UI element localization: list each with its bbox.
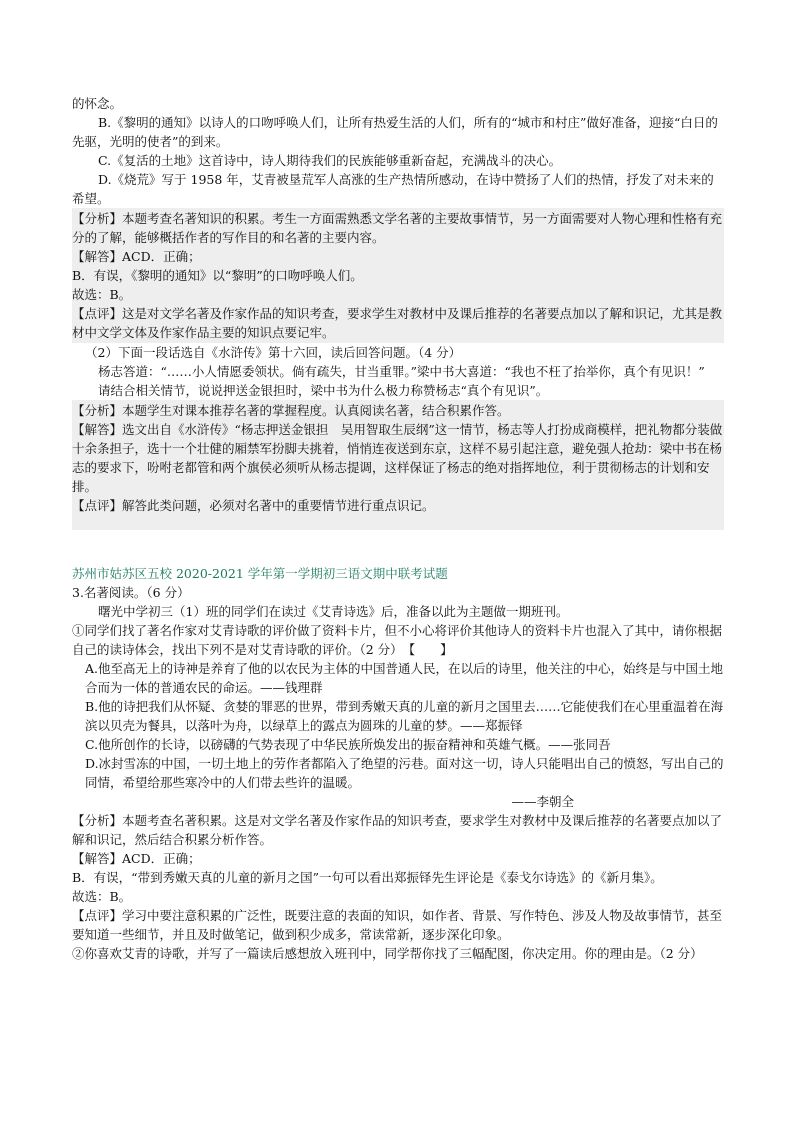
quote-passage: 杨志答道：“……小人情愿委领状。倘有疏失，甘当重罪。”梁中书大喜道：“我也不枉了抬举你，真个有见识！” [98, 364, 705, 379]
paragraph-continuation: 的怀念。 [72, 96, 123, 111]
solution-box-2 [72, 400, 724, 530]
question-intro: 曙光中学初三（1）班的同学们在读过《艾青诗选》后，准备以此为主题做一期班刊。 [98, 604, 569, 619]
analysis-text: 【分析】本题考查名著知识的积累。考生一方面需熟悉文学名著的主要故事情节，另一方面需要对人物心理和性格有充分的了解，能够概括作者的写作目的和名著的主要内容。 [72, 211, 723, 245]
answer-detail: B．有误，“带到秀嫩天真的儿童的新月之国”一句可以看出郑振铎先生评论是《泰戈尔诗选》的《新月集》。 [72, 870, 663, 885]
answer-choice: 故选：B。 [72, 287, 132, 302]
option-b: B.他的诗把我们从怀疑、贪婪的罪恶的世界，带到秀嫩天真的儿童的新月之国里去……它能使我们在心里重温着在海滨以贝壳为餐具，以落叶为舟，以绿草上的露点为圆珠的儿童的梦。——郑振铎 [85, 699, 724, 733]
spacer [72, 515, 724, 529]
analysis-text: 【分析】本题学生对课本推荐名著的掌握程度。认真阅读名著，结合积累作答。 [72, 403, 510, 418]
sub-question-1: ①同学们找了著名作家对艾青诗歌的评价做了资料卡片，但不小心将评价其他诗人的资料卡片也混入了其中，请你根据自己的读诗体会，找出下列不是对艾青诗歌的评价。（2 分） 【 】 [72, 623, 723, 657]
sub-question-2: ②你喜欢艾青的诗歌，并写了一篇读后感想放入班刊中，同学帮你找了三幅配图，你决定用。你的理由是。（2 分） [72, 946, 703, 961]
question-3: 3.名著阅读。（6 分） [72, 585, 190, 600]
document-body [72, 94, 724, 963]
answer-text: 【解答】ACD．正确； [72, 851, 201, 866]
analysis-text: 【分析】本题考查名著积累。这是对文学名著及作家作品的知识考查，要求学生对教材中及课后推荐的名著要点加以了解和识记，然后结合积累分析作答。 [72, 813, 723, 847]
option-c: C.他所创作的长诗，以磅礴的气势表现了中华民族所焕发出的振奋精神和英雄气概。——张同吾 [85, 737, 611, 752]
option-c: C.《复活的土地》这首诗中，诗人期待我们的民族能够重新奋起，充满战斗的决心。 [98, 153, 562, 168]
option-d: D.冰封雪冻的中国，一切土地上的劳作者都陷入了绝望的污巷。面对这一切，诗人只能唱出自己的愤怒，写出自己的同情，希望给那些寒冷中的人们带去些许的温暖。 [85, 756, 724, 790]
answer-detail: B．有误，《黎明的通知》以“黎明”的口吻呼唤人们。 [72, 268, 363, 283]
question-2: （2）下面一段话选自《水浒传》第十六回，读后回答问题。（4 分） [85, 345, 462, 360]
answer-choice: 故选：B。 [72, 889, 132, 904]
comment-text: 【点评】学习中要注意积累的广泛性，既要注意的表面的知识，如作者、背景、写作特色、涉及人物及故事情节，甚至要知道一些细节，并且及时做笔记，做到积少成多，常读常新，逐步深化印象。 [72, 908, 723, 942]
comment-text: 【点评】解答此类问题，必须对名著中的重要情节进行重点识记。 [72, 498, 435, 513]
exam-source-heading: 苏州市姑苏区五校 2020-2021 学年第一学期初三语文期中联考试题 [72, 566, 448, 581]
comment-text: 【点评】这是对文学名著及作家作品的知识考查，要求学生对教材中及课后推荐的名著要点加以了解和识记，尤其是教材中文学文体及作家作品主要的知识点要记牢。 [72, 306, 723, 340]
option-d: D.《烧荒》写于 1958 年，艾青被垦荒军人高涨的生产热情所感动，在诗中赞扬了人们的热情，抒发了对未来的希望。 [72, 172, 714, 206]
answer-text: 【解答】ACD．正确； [72, 249, 201, 264]
solution-box-1 [72, 208, 724, 343]
option-a: A.他至高无上的诗神是养育了他的以农民为主体的中国普通人民，在以后的诗里，他关注的中心，始终是与中国土地合而为一体的普通农民的命运。——钱理群 [85, 661, 724, 695]
option-d-author: ——李朝全 [511, 794, 574, 809]
question-prompt: 请结合相关情节，说说押送金银担时，梁中书为什么极力称赞杨志“真个有见识”。 [98, 383, 549, 398]
option-b: B.《黎明的通知》以诗人的口吻呼唤人们，让所有热爱生活的人们，所有的“城市和村庄”做好准备，迎接“白日的先驱，光明的使者”的到来。 [72, 115, 718, 149]
answer-text: 【解答】选文出自《水浒传》“杨志押送金银担 吴用智取生辰纲”这一情节，杨志等人打扮成商模样，把礼物都分装做十余条担子，选十一个壮健的厢禁军扮脚夫挑着，悄悄连夜送到东京，这样不易引起注意，避免强人抢劫：梁中书在杨志的要求下，吩咐老都管和两个旗侯必须听从杨志提调，这样保证了杨志的绝对指挥地位，利于贯彻杨志的计划和安排。 [72, 422, 723, 494]
